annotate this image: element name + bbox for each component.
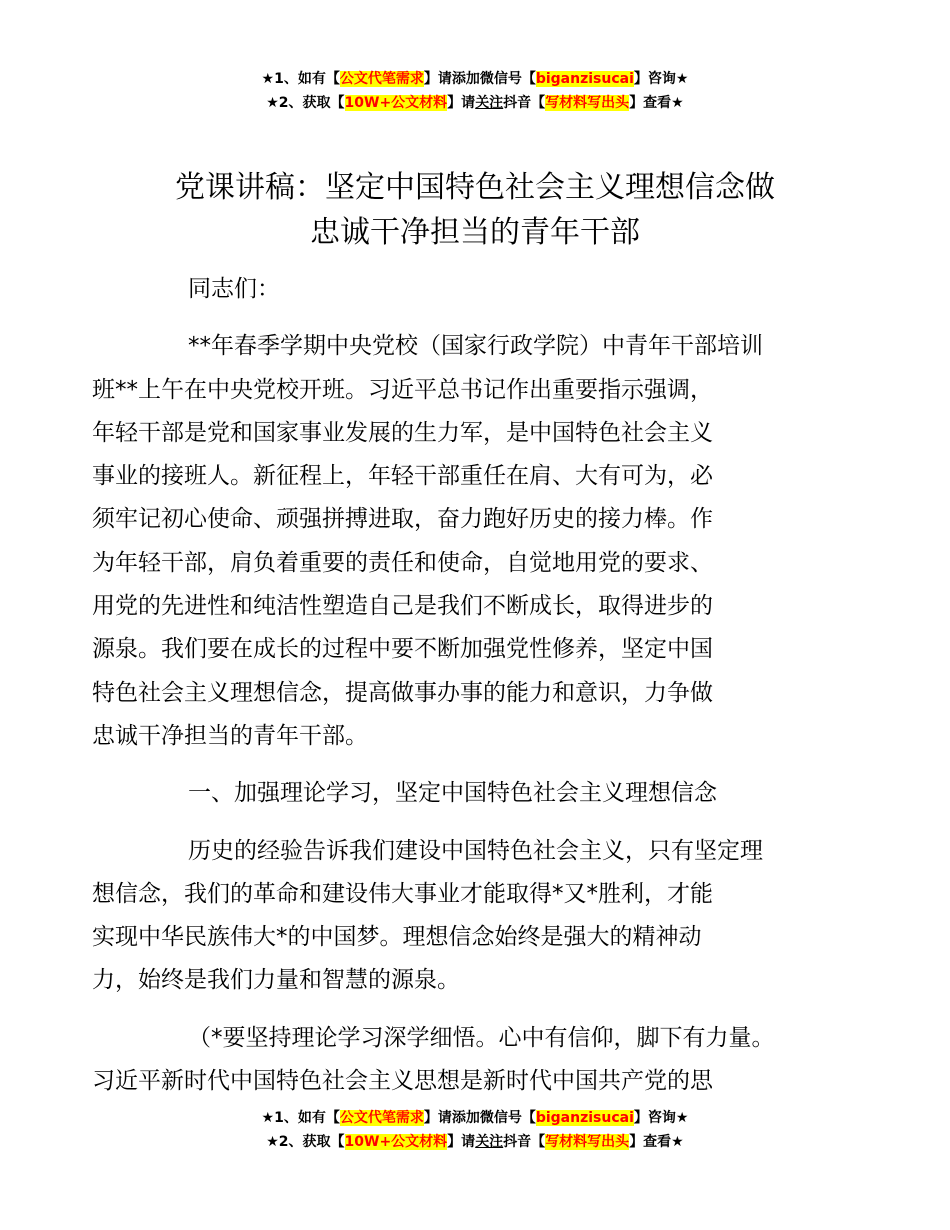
text-line: 实现中华民族伟大*的中国梦。理想信念始终是强大的精神动	[92, 924, 702, 951]
promo-text: ★1、如有【	[261, 1110, 340, 1126]
promo-underline: 关注	[475, 95, 504, 111]
text-line: 忠诚干净担当的青年干部。	[92, 722, 368, 749]
text-line: 特色社会主义理想信念，提高做事办事的能力和意识，力争做	[92, 679, 713, 706]
promo-banner-top	[0, 67, 950, 115]
text-line: （*要坚持理论学习深学细悟。心中有信仰，脚下有力量。	[188, 1024, 775, 1051]
promo-text: 】请	[447, 1134, 476, 1150]
promo-underline: 关注	[475, 1134, 504, 1150]
title-line: 党课讲稿：坚定中国特色社会主义理想信念做	[175, 170, 775, 205]
promo-highlight: 10W+公文材料	[344, 1134, 448, 1150]
title-line: 忠诚干净担当的青年干部	[310, 215, 640, 250]
promo-text: 】请添加微信号【	[423, 71, 536, 87]
text-line: 历史的经验告诉我们建设中国特色社会主义，只有坚定理	[188, 837, 763, 864]
promo-text: 】咨询★	[633, 71, 689, 87]
promo-line-1	[0, 67, 950, 91]
promo-highlight: 公文代笔需求	[339, 1110, 424, 1126]
promo-text: ★2、获取【	[266, 1134, 345, 1150]
promo-text: 】请	[447, 95, 476, 111]
promo-banner-bottom	[0, 1106, 950, 1154]
text-line: 力，始终是我们力量和智慧的源泉。	[92, 967, 460, 994]
text-line: 须牢记初心使命、顽强拼搏进取，奋力跑好历史的接力棒。作	[92, 506, 713, 533]
promo-highlight: 10W+公文材料	[344, 95, 448, 111]
text-line: 习近平新时代中国特色社会主义思想是新时代中国共产党的思	[92, 1068, 713, 1095]
wechat-id-highlight: biganzisucai	[535, 71, 634, 87]
promo-text: 抖音【	[503, 95, 546, 111]
promo-text: 】请添加微信号【	[423, 1110, 536, 1126]
text-line: 同志们：	[188, 276, 280, 302]
text-line: 年轻干部是党和国家事业发展的生力军，是中国特色社会主义	[92, 419, 713, 446]
promo-line-2	[0, 1130, 950, 1154]
promo-text: 】查看★	[629, 95, 684, 111]
paragraph-2	[92, 830, 820, 1003]
text-line: 用党的先进性和纯洁性塑造自己是我们不断成长，取得进步的	[92, 593, 713, 620]
text-line: 源泉。我们要在成长的过程中要不断加强党性修养，坚定中国	[92, 636, 713, 663]
section-heading-1	[140, 772, 820, 815]
promo-highlight: 写材料写出头	[545, 1134, 630, 1150]
greeting	[140, 268, 820, 311]
promo-text: 】咨询★	[633, 1110, 689, 1126]
promo-highlight: 公文代笔需求	[339, 71, 424, 87]
text-line: 班**上午在中央党校开班。习近平总书记作出重要指示强调，	[92, 376, 713, 403]
promo-text: 】查看★	[629, 1134, 684, 1150]
text-line: 一、加强理论学习，坚定中国特色社会主义理想信念	[188, 780, 717, 807]
text-line: 事业的接班人。新征程上，年轻干部重任在肩、大有可为，必	[92, 463, 713, 490]
promo-text: ★2、获取【	[266, 95, 345, 111]
promo-highlight: 写材料写出头	[545, 95, 630, 111]
text-line: **年春季学期中央党校（国家行政学院）中青年干部培训	[188, 333, 763, 360]
paragraph-1	[92, 325, 820, 758]
paragraph-3	[92, 1017, 820, 1104]
text-line: 想信念，我们的革命和建设伟大事业才能取得*又*胜利，才能	[92, 880, 713, 907]
document-title	[140, 165, 810, 255]
wechat-id-highlight: biganzisucai	[535, 1110, 634, 1126]
promo-line-2	[0, 91, 950, 115]
promo-line-1	[0, 1106, 950, 1130]
promo-text: 抖音【	[503, 1134, 546, 1150]
promo-text: ★1、如有【	[261, 71, 340, 87]
document-body	[92, 268, 820, 1103]
text-line: 为年轻干部，肩负着重要的责任和使命，自觉地用党的要求、	[92, 549, 713, 576]
